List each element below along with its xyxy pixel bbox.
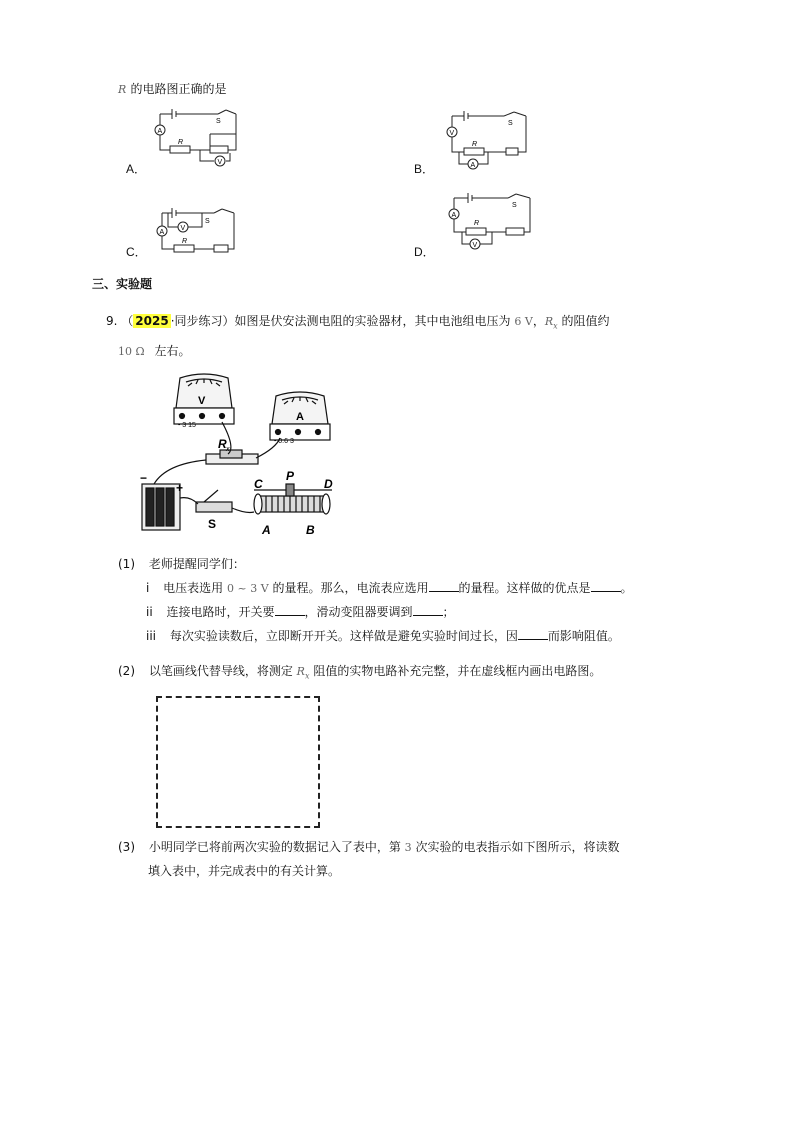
resistor-symbol: R (182, 238, 188, 245)
switch-symbol: S (512, 202, 517, 209)
option-b[interactable] (414, 160, 434, 177)
answer-blank[interactable] (591, 579, 621, 592)
voltmeter-symbol: V (217, 159, 223, 166)
roman-ii: ii (146, 605, 153, 619)
subq-1-text: 老师提醒同学们： (148, 557, 245, 571)
switch-symbol: S (205, 218, 210, 225)
subq-3-line2: 填入表中，并完成表中的有关计算。 (148, 864, 341, 878)
resistor-symbol: R (474, 220, 480, 227)
subq-1-item-i (146, 579, 633, 596)
comma: ， (532, 314, 545, 328)
subq-2-a: 以笔画线代替导线，将测定 (148, 664, 293, 678)
item-i-c: 的量程。这样做的优点是 (458, 581, 591, 595)
subq-1 (118, 555, 245, 572)
subq-2 (118, 662, 601, 680)
rx-subscript: x (304, 671, 310, 681)
question-9-stem-line2 (118, 342, 190, 359)
option-d-label: D． (414, 245, 435, 259)
ammeter-symbol: A (159, 229, 165, 236)
switch-label: S (208, 517, 217, 531)
option-d[interactable] (414, 243, 435, 260)
circuit-diagram-c (152, 203, 242, 257)
rheostat-c: C (254, 477, 263, 491)
item-iii-b: 而影响阻值。 (547, 629, 620, 643)
item-iii-a: 每次实验读数后，立即断开开关。这样做是避免实验时间过长，因 (169, 629, 518, 643)
voltage-value: 6 V (514, 315, 533, 328)
item-ii-b: ，滑动变阻器要调到 (304, 605, 413, 619)
rx-label: R (218, 437, 227, 451)
rx-symbol: R (296, 665, 305, 678)
question-number: 9. (106, 314, 118, 328)
subq-1-number: (1) (118, 557, 135, 571)
voltage-range: 0 ~ 3 V (227, 582, 269, 595)
subq-2-number: (2) (118, 664, 135, 678)
option-c-label: C． (126, 245, 147, 259)
rheostat-a: A (262, 523, 271, 537)
option-a-label: A． (126, 162, 147, 176)
item-i-a: 电压表选用 (163, 581, 224, 595)
circuit-diagram-d (444, 190, 536, 254)
stem-part-c: 左右。 (154, 344, 191, 358)
question-9-stem (106, 312, 726, 335)
voltmeter-letter: V (198, 395, 206, 407)
ammeter-letter: A (296, 411, 304, 423)
circuit-diagram-b (442, 108, 532, 170)
resistor-symbol: R (178, 139, 184, 146)
voltmeter-scale: - 3 15 (178, 422, 196, 429)
apparatus-illustration (136, 368, 346, 538)
subq-3-a: 小明同学已将前两次实验的数据记入了表中，第 (148, 840, 401, 854)
section-heading: 三、实验题 (92, 277, 153, 291)
voltmeter-symbol: V (180, 225, 186, 232)
rheostat-b: B (306, 523, 315, 537)
rx-symbol: R (544, 315, 554, 328)
rheostat-p: P (286, 469, 295, 483)
subq-1-item-iii (146, 627, 620, 644)
question-intro (118, 80, 226, 97)
answer-blank[interactable] (413, 603, 443, 616)
resistor-symbol: R (472, 141, 478, 148)
option-a[interactable] (126, 160, 146, 177)
resistor-symbol: R (118, 83, 127, 96)
answer-blank[interactable] (518, 627, 548, 640)
switch-symbol: S (508, 120, 513, 127)
subq-2-b: 阻值的实物电路补充完整，并在虚线框内画出电路图。 (313, 664, 602, 678)
switch-symbol: S (216, 118, 221, 125)
item-ii-c: ； (442, 605, 455, 619)
trial-number: 3 (404, 841, 412, 854)
voltmeter-symbol: V (472, 242, 478, 249)
item-i-b: 的量程。那么，电流表应选用 (272, 581, 429, 595)
intro-text: 的电路图正确的是 (130, 82, 227, 96)
subq-3-number: (3) (118, 840, 135, 854)
option-c[interactable] (126, 243, 147, 260)
ammeter-symbol: A (470, 162, 476, 169)
answer-blank[interactable] (275, 603, 305, 616)
roman-iii: iii (146, 629, 157, 643)
subq-3 (118, 838, 718, 855)
item-ii-a: 连接电路时，开关要 (166, 605, 275, 619)
ammeter-scale: - 0.6 3 (274, 438, 294, 445)
year-highlight: 2025 (135, 314, 169, 328)
stem-part-b: 的阻值约 (561, 314, 610, 328)
rx-subscript: x (553, 321, 558, 331)
option-b-label: B． (414, 162, 435, 176)
ammeter-symbol: A (451, 212, 457, 219)
circuit-diagram-a (150, 106, 240, 168)
rx-label-sub: x (226, 446, 230, 453)
battery-minus: − (140, 471, 148, 485)
rheostat-d: D (324, 477, 333, 491)
subq-1-item-ii (146, 603, 455, 620)
roman-i: i (146, 581, 150, 595)
voltmeter-symbol: V (449, 130, 455, 137)
ammeter-symbol: A (157, 128, 163, 135)
resistance-value: 10 Ω (118, 345, 145, 358)
stem-part-a: 如图是伏安法测电阻的实验器材，其中电池组电压为 (234, 314, 511, 328)
subq-3-b: 次实验的电表指示如下图所示，将读数 (415, 840, 620, 854)
source-tag: ·同步练习） (170, 314, 235, 328)
answer-blank[interactable] (429, 579, 459, 592)
item-i-d: 。 (620, 581, 633, 595)
circuit-drawing-box[interactable] (156, 696, 320, 828)
battery-plus: + (176, 481, 184, 495)
open-paren: （ (121, 314, 134, 328)
